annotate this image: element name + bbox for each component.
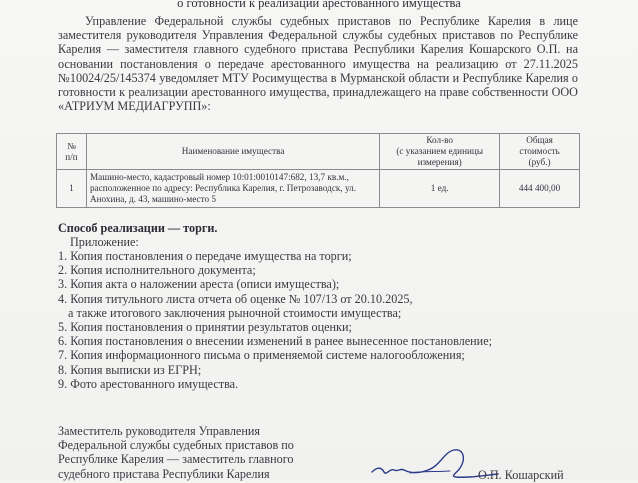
list-item: 7. Копия информационного письма о применяемой системе налогообложения; (58, 348, 465, 363)
header-num: № п/п (57, 134, 87, 170)
header-cost: Общая стоимость (руб.) (500, 134, 580, 170)
header-name: Наименование имущества (86, 134, 379, 170)
cell-qty: 1 ед. (380, 170, 500, 208)
list-item: 8. Копия выписки из ЕГРН; (58, 362, 202, 377)
signatory-title-line: судебного пристава Республики Карелия (58, 466, 270, 481)
table-row (57, 170, 580, 208)
property-table (56, 133, 580, 208)
cell-num: 1 (57, 170, 87, 208)
cell-cost: 444 400,00 (500, 170, 580, 208)
signatory-name: О.П. Кошарский (478, 468, 564, 482)
list-item: 1. Копия постановления о передаче имущества на торги; (58, 249, 352, 263)
list-item: 4. Копия титульного листа отчета об оценке № 107/13 от 20.10.2025, (58, 291, 413, 306)
cell-name: Машино-место, кадастровый номер 10:01:0010147:682, 13,7 кв.м., расположенное по адресу: Республика Карелия, г. Петрозаводск, ул. Анохина, д. 43, машино-место 5 (86, 170, 379, 208)
list-item: а также итогового заключения рыночной стоимости имущества; (68, 305, 402, 320)
list-item: 3. Копия акта о наложении ареста (описи имущества); (58, 277, 340, 292)
signatory-title-line: Федеральной службы судебных приставов по (58, 438, 294, 453)
list-item: 6. Копия постановления о внесении изменений в ранее вынесенное постановление; (58, 334, 492, 349)
attachments-list (58, 249, 598, 391)
attachments-label: Приложение: (70, 235, 139, 249)
signatory-title-line: Республике Карелия — заместитель главного (58, 452, 294, 467)
table-header-row (57, 134, 580, 170)
header-qty: Кол-во (с указанием единицы измерения) (380, 134, 500, 170)
document-subject-line: о готовности к реализации арестованного имущества (177, 0, 461, 10)
list-item: 5. Копия постановления о принятии результатов оценки; (58, 320, 352, 335)
signatory-title-line: Заместитель руководителя Управления (58, 424, 260, 438)
signatory-title (58, 424, 318, 481)
list-item: 9. Фото арестованного имущества. (58, 376, 239, 391)
sale-method: Способ реализации — торги. (58, 221, 218, 235)
list-item: 2. Копия исполнительного документа; (58, 263, 256, 278)
intro-paragraph: Управление Федеральной службы судебных приставов по Республике Карелия в лице заместителя руководителя Управления Федеральной службы судебных приставов по Республике Карелия — заместителя главного судебного пристава Республики Карелия Кошарского О.П. на основании постановления о передаче арестованного имущества на реализацию от 27.11.2025 №10024/25/145374 уведомляет МТУ Росимущества в Мурманской области и Республике Карелия о готовности к реализации арестованного имущества, принадлежащего на праве собственности ООО «АТРИУМ МЕДИАГРУПП»: (58, 14, 578, 114)
